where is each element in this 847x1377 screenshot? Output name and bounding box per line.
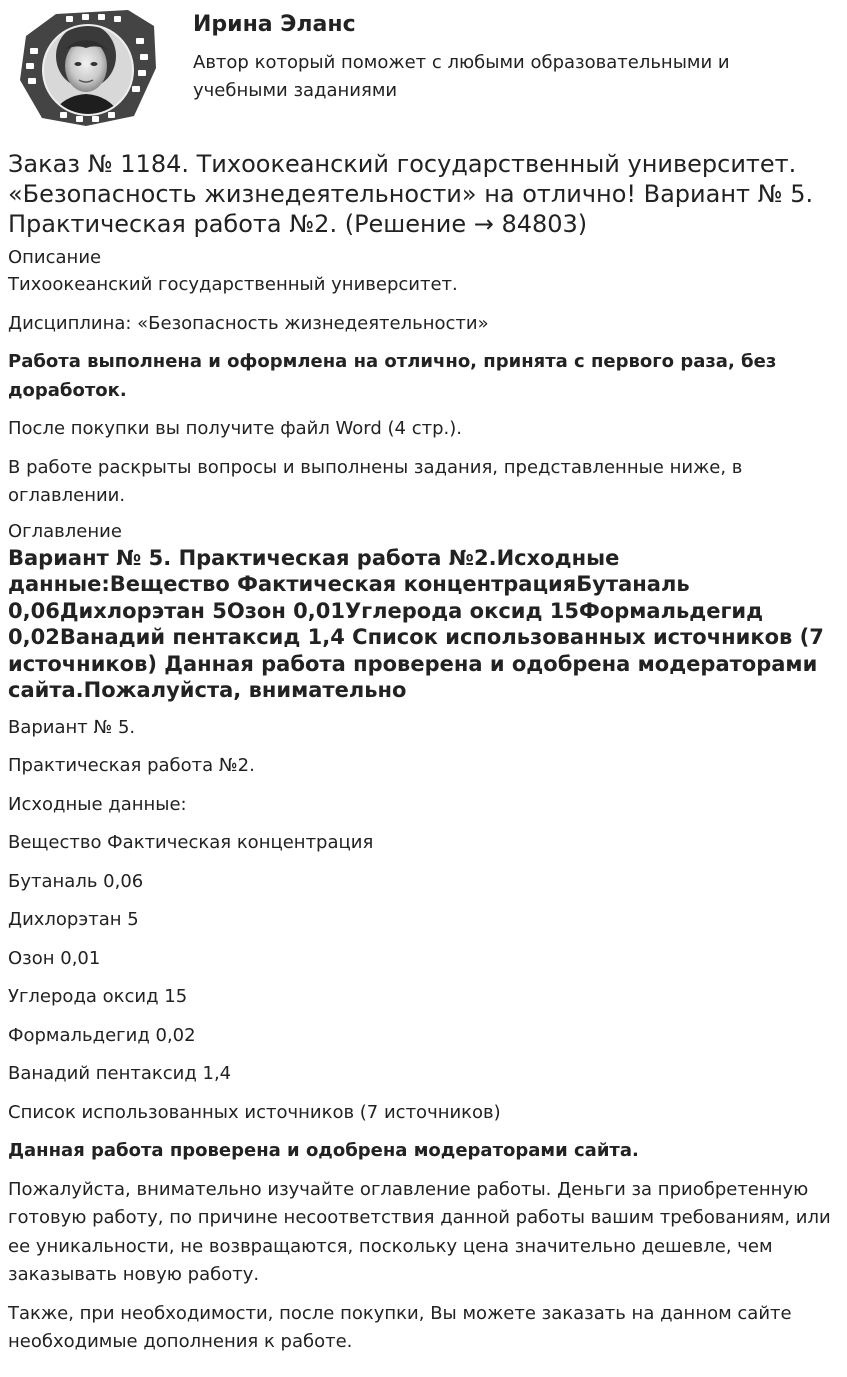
additions-text: Также, при необходимости, после покупки, Вы можете заказать на данном сайте необходимые дополнения к работе. — [8, 1302, 792, 1352]
author-description: Автор который поможет с любыми образовательными и учебными заданиями — [193, 52, 730, 101]
toc-line: Практическая работа №2. — [8, 755, 255, 776]
file-info: После покупки вы получите файл Word (4 стр.). — [8, 418, 463, 439]
toc-label: Оглавление — [8, 520, 122, 542]
toc-line: Вариант № 5. — [8, 716, 136, 738]
warning-text: Пожалуйста, внимательно изучайте оглавление работы. Деньги за приобретенную готовую работу, по причине несоответствия данной работы вашим требованиям, или ее уникальности, не возвращаются, поскольку цена значительно дешевле, чем заказывать новую работу. — [8, 1178, 831, 1285]
toc-line: Углерода оксид 15 — [8, 986, 188, 1007]
toc-line: Озон 0,01 — [8, 947, 101, 969]
author-avatar[interactable] — [16, 8, 158, 128]
contents-note: В работе раскрыты вопросы и выполнены задания, представленные ниже, в оглавлении. — [8, 456, 743, 506]
author-name[interactable]: Ирина Эланс — [193, 12, 356, 37]
author-card — [8, 0, 839, 140]
toc-line: Вещество Фактическая концентрация — [8, 832, 374, 853]
moderation-note: Данная работа проверена и одобрена модераторами сайта. — [8, 1140, 639, 1161]
order-title: Заказ № 1184. Тихоокеанский государственный университет. «Безопасность жизнедеятельности» на отлично! Вариант № 5. Практическая работа №2. (Решение → 84803) — [8, 150, 814, 238]
university-text: Тихоокеанский государственный университет. — [8, 274, 458, 295]
toc-line: Список использованных источников (7 источников) — [8, 1101, 501, 1123]
discipline-text: Дисциплина: «Безопасность жизнедеятельности» — [8, 312, 489, 334]
toc-line: Ванадий пентаксид 1,4 — [8, 1063, 232, 1084]
toc-line: Исходные данные: — [8, 793, 187, 815]
toc-line: Формальдегид 0,02 — [8, 1024, 196, 1046]
quality-note: Работа выполнена и оформлена на отлично, принята с первого раза, без доработок. — [8, 351, 777, 401]
toc-line: Бутаналь 0,06 — [8, 870, 144, 892]
toc-heading: Вариант № 5. Практическая работа №2.Исходные данные:Вещество Фактическая концентрацияБутаналь 0,06Дихлорэтан 5Озон 0,01Углерода оксид 15Формальдегид 0,02Ванадий пентаксид 1,4 Список использованных источников (7 источников) Данная работа проверена и одобрена модераторами сайта.Пожалуйста, внимательно — [8, 545, 824, 702]
description-label: Описание — [8, 247, 102, 268]
toc-line: Дихлорэтан 5 — [8, 909, 139, 930]
